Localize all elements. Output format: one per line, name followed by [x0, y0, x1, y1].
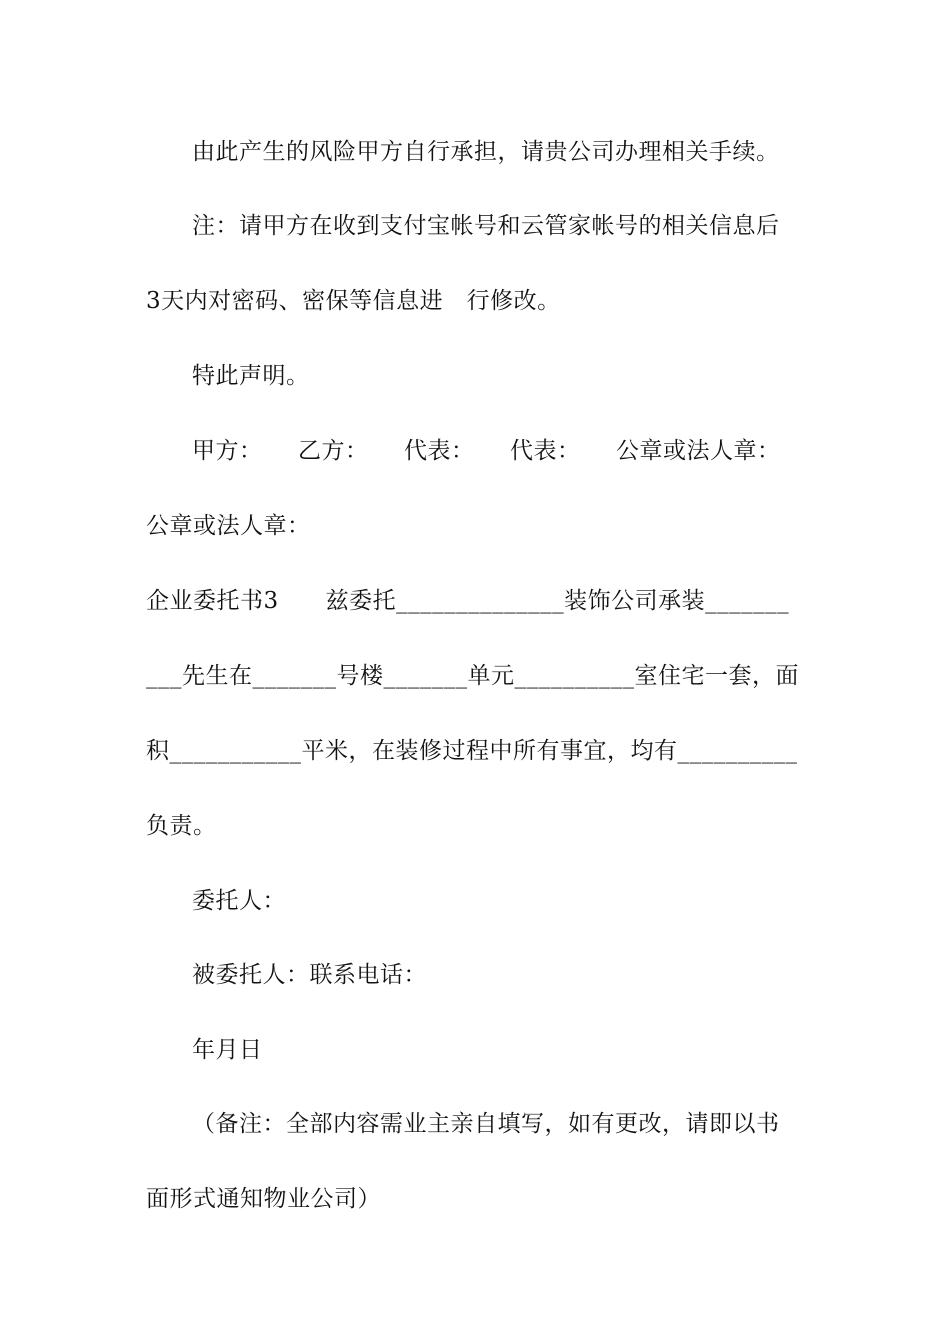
principal-label: 委托人： — [192, 888, 286, 914]
agent-contact-label: 被委托人：联系电话： — [192, 962, 427, 988]
entrust-letter-line-4: 负责。 — [146, 813, 217, 839]
paragraph-risk-statement: 由此产生的风险甲方自行承担，请贵公司办理相关手续。 — [192, 139, 780, 165]
seal-label: 公章或法人章： — [146, 513, 311, 539]
remark-line-2: 面形式通知物业公司） — [146, 1186, 381, 1212]
paragraph-note-line-1: 注：请甲方在收到支付宝帐号和云管家帐号的相关信息后 — [192, 213, 780, 239]
signature-row: 甲方： 乙方： 代表： 代表： 公章或法人章： — [192, 438, 781, 464]
entrust-letter-line-1: 企业委托书3 兹委托______________装饰公司承装_______ — [146, 588, 790, 614]
paragraph-declaration: 特此声明。 — [192, 363, 310, 389]
entrust-letter-line-2: ___先生在_______号楼_______单元__________室住宅一套，面 — [146, 663, 799, 689]
paragraph-note-line-2: 3天内对密码、密保等信息进 行修改。 — [146, 288, 561, 314]
remark-line-1: （备注：全部内容需业主亲自填写，如有更改，请即以书 — [192, 1111, 780, 1137]
entrust-letter-line-3: 积___________平米，在装修过程中所有事宜，均有__________ — [146, 738, 798, 764]
date-label: 年月日 — [192, 1037, 263, 1063]
